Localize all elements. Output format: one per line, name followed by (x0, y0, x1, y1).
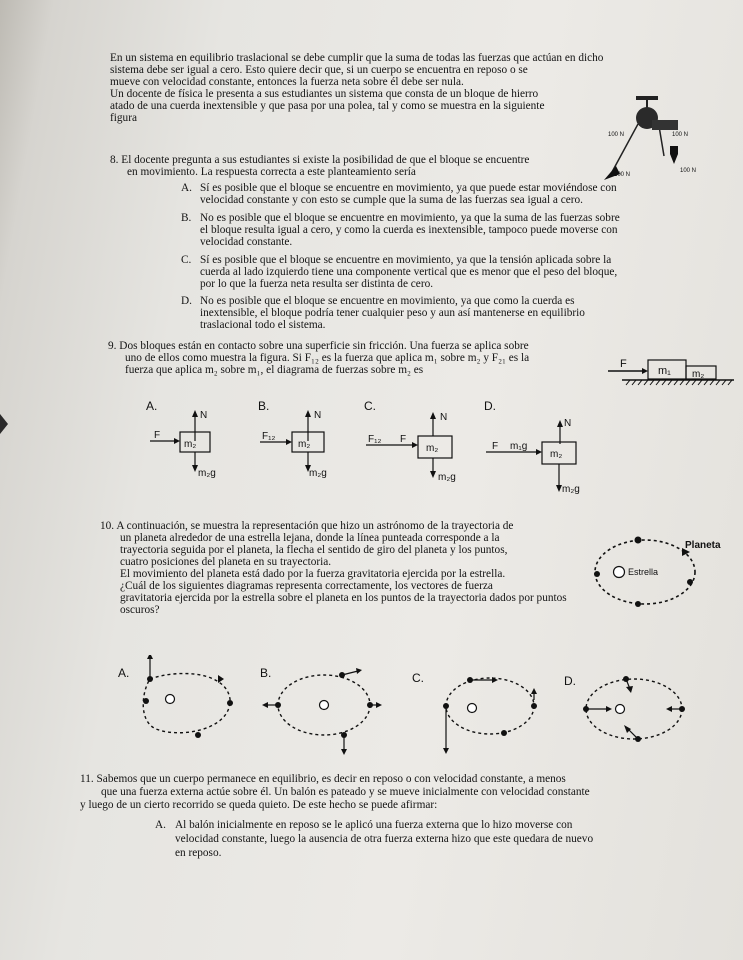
question-10-stem: gravitatoria ejercida por la estrella sobre el planeta en los puntos de la trayectoria dados por puntos (120, 592, 567, 604)
q9-option-a-diagram (140, 394, 250, 494)
normal-force-label: N (440, 412, 448, 423)
option-letter: D. (181, 295, 192, 307)
question-10-stem: cuatro posiciones del planeta en su trayectoria. (120, 556, 332, 568)
intro-line: En un sistema en equilibrio traslacional se debe cumplir que la suma de todas las fuerzas que actúan en dicho (110, 52, 604, 64)
block-label: m₂ (184, 439, 197, 450)
q8-option-d-line: No es posible que el bloque se encuentre en movimiento, ya que como la cuerda es (200, 295, 575, 307)
intro-line: Un docente de física le presenta a sus estudiantes un sistema que consta de un bloque de hierro (110, 88, 539, 100)
pulley-block-force: 100 N (680, 168, 697, 174)
intro-line: atado de una cuerda inextensible y que pasa por una polea, tal y como se muestra en la siguiente (110, 100, 545, 112)
pulley-bottom-force: 100 N (614, 172, 631, 178)
option-letter: A. (118, 666, 130, 680)
question-10-stem: El movimiento del planeta está dado por la fuerza gravitatoria ejercida por la estrella. (120, 568, 506, 580)
question-11-stem: que una fuerza externa actúe sobre él. Un balón es pateado y se mueve inicialmente con velocidad constante (101, 786, 590, 798)
q8-option-a-line: velocidad constante y con esto se cumple que la suma de las fuerzas sea igual a cero. (200, 194, 584, 206)
applied-force-label: F (492, 441, 499, 452)
question-10-stem: trayectoria seguida por el planeta, la flecha el sentido de giro del planeta y los puntos, (120, 544, 508, 556)
weight-label: m₂g (198, 468, 216, 479)
star-label: Estrella (628, 567, 659, 577)
question-11-stem: y luego de un cierto recorrido se queda quieto. De este hecho se puede afirmar: (80, 799, 438, 811)
option-letter: D. (484, 399, 496, 413)
intro-line: mueve con velocidad constante, entonces la fuerza neta sobre él debe ser nula. (110, 76, 464, 88)
pulley-figure (590, 92, 740, 188)
question-10-stem: un planeta alrededor de una estrella lejana, donde la línea punteada corresponde a la (120, 532, 500, 544)
figure-force-label: F (620, 358, 627, 370)
weight-label: m₂g (309, 468, 327, 479)
option-letter: D. (564, 674, 576, 688)
question-10-stem: 10. A continuación, se muestra la representación que hizo un astrónomo de la trayectoria de (100, 520, 514, 532)
q10-option-d-diagram (560, 665, 700, 765)
q8-option-d-line: inextensible, el bloque podría tener cualquier peso y aun así mantenerse en equilibrio (200, 307, 585, 319)
question-11-stem: 11. Sabemos que un cuerpo permanece en equilibrio, es decir en reposo o con velocidad constante, a menos (80, 773, 566, 785)
q10-option-b-diagram (258, 655, 388, 760)
question-10-stem: ¿Cuál de los siguientes diagramas representa correctamente, los vectores de fuerza (120, 580, 493, 592)
q11-option-a-line: Al balón inicialmente en reposo se le aplicó una fuerza externa que lo hizo moverse con (175, 819, 573, 831)
normal-force-label: N (314, 410, 322, 421)
option-letter: B. (260, 666, 272, 680)
question-10-stem: oscuros? (120, 604, 160, 616)
q10-option-c-diagram (408, 660, 548, 760)
intro-line: figura (110, 112, 137, 124)
q8-option-d-line: traslacional todo el sistema. (200, 319, 326, 331)
planet-label: Planeta (685, 540, 721, 551)
option-letter: A. (146, 399, 158, 413)
question-9-stem: fuerza que aplica m₂ sobre m₁, el diagrama de fuerzas sobre m₂ es (125, 364, 424, 376)
option-letter: C. (364, 399, 376, 413)
question-9-stem: uno de ellos como muestra la figura. Si F₁₂ es la fuerza que aplica m₁ sobre m₂ y F₂₁ es la (125, 352, 530, 364)
intro-line: sistema debe ser igual a cero. Esto quiere decir que, si un cuerpo se encuentra en reposo o se (110, 64, 528, 76)
q8-option-b-line: No es posible que el bloque se encuentre en movimiento, ya que la suma de las fuerzas sobre (200, 212, 620, 224)
applied-force-label: F (154, 430, 161, 441)
q8-option-c-line: por lo que la fuerza neta resulta ser distinta de cero. (200, 278, 434, 290)
applied-force-label: F (400, 434, 407, 445)
q11-option-a-line: en reposo. (175, 847, 222, 859)
weight-label: m₂g (562, 484, 580, 495)
contact-force-label: F₁₂ (368, 434, 382, 445)
option-letter: B. (258, 399, 270, 413)
option-letter: A. (155, 819, 166, 831)
normal-force-label: N (200, 410, 208, 421)
option-letter: B. (181, 212, 192, 224)
q8-option-c-line: Sí es posible que el bloque se encuentre en movimiento, ya que la tensión aplicada sobre la (200, 254, 612, 266)
q9-option-c-diagram (358, 394, 468, 494)
q10-option-a-diagram (118, 655, 246, 760)
orbit-figure (590, 530, 740, 612)
weight-m1-label: m₁g (510, 441, 528, 452)
weight-label: m₂g (438, 472, 456, 483)
figure-block-2-label: m₂ (692, 369, 705, 380)
question-9-stem: 9. Dos bloques están en contacto sobre una superficie sin fricción. Una fuerza se aplica sobre (108, 340, 529, 352)
binder-mark (0, 412, 10, 436)
question-8-stem: 8. El docente pregunta a sus estudiantes si existe la posibilidad de que el bloque se encuentre (110, 154, 530, 166)
q11-option-a-line: velocidad constante, luego la ausencia de otra fuerza externa hizo que este quedara de nuevo (175, 833, 594, 845)
q9-option-b-diagram (252, 394, 352, 494)
question-8-stem: en movimiento. La respuesta correcta a este planteamiento sería (127, 166, 416, 178)
block-label: m₂ (426, 443, 439, 454)
q8-option-b-line: velocidad constante. (200, 236, 293, 248)
contact-force-label: F₁₂ (262, 431, 276, 442)
option-letter: C. (412, 671, 424, 685)
option-letter: C. (181, 254, 192, 266)
q8-option-c-line: cuerda al lado izquierdo tiene una componente vertical que es menor que el peso del bloque, (200, 266, 618, 278)
q8-option-a-line: Sí es posible que el bloque se encuentre en movimiento, ya que puede estar moviéndose con (200, 182, 617, 194)
q9-option-d-diagram (478, 394, 598, 504)
q8-option-b-line: el bloque resulta igual a cero, y como la cuerda es inextensible, tampoco puede moverse con (200, 224, 618, 236)
block-label: m₂ (550, 449, 563, 460)
figure-block-1-label: m₁ (658, 365, 671, 377)
block-label: m₂ (298, 439, 311, 450)
pulley-right-force: 100 N (672, 132, 689, 138)
two-blocks-figure (604, 356, 740, 388)
pulley-left-force: 100 N (608, 132, 625, 138)
option-letter: A. (181, 182, 192, 194)
normal-force-label: N (564, 418, 572, 429)
